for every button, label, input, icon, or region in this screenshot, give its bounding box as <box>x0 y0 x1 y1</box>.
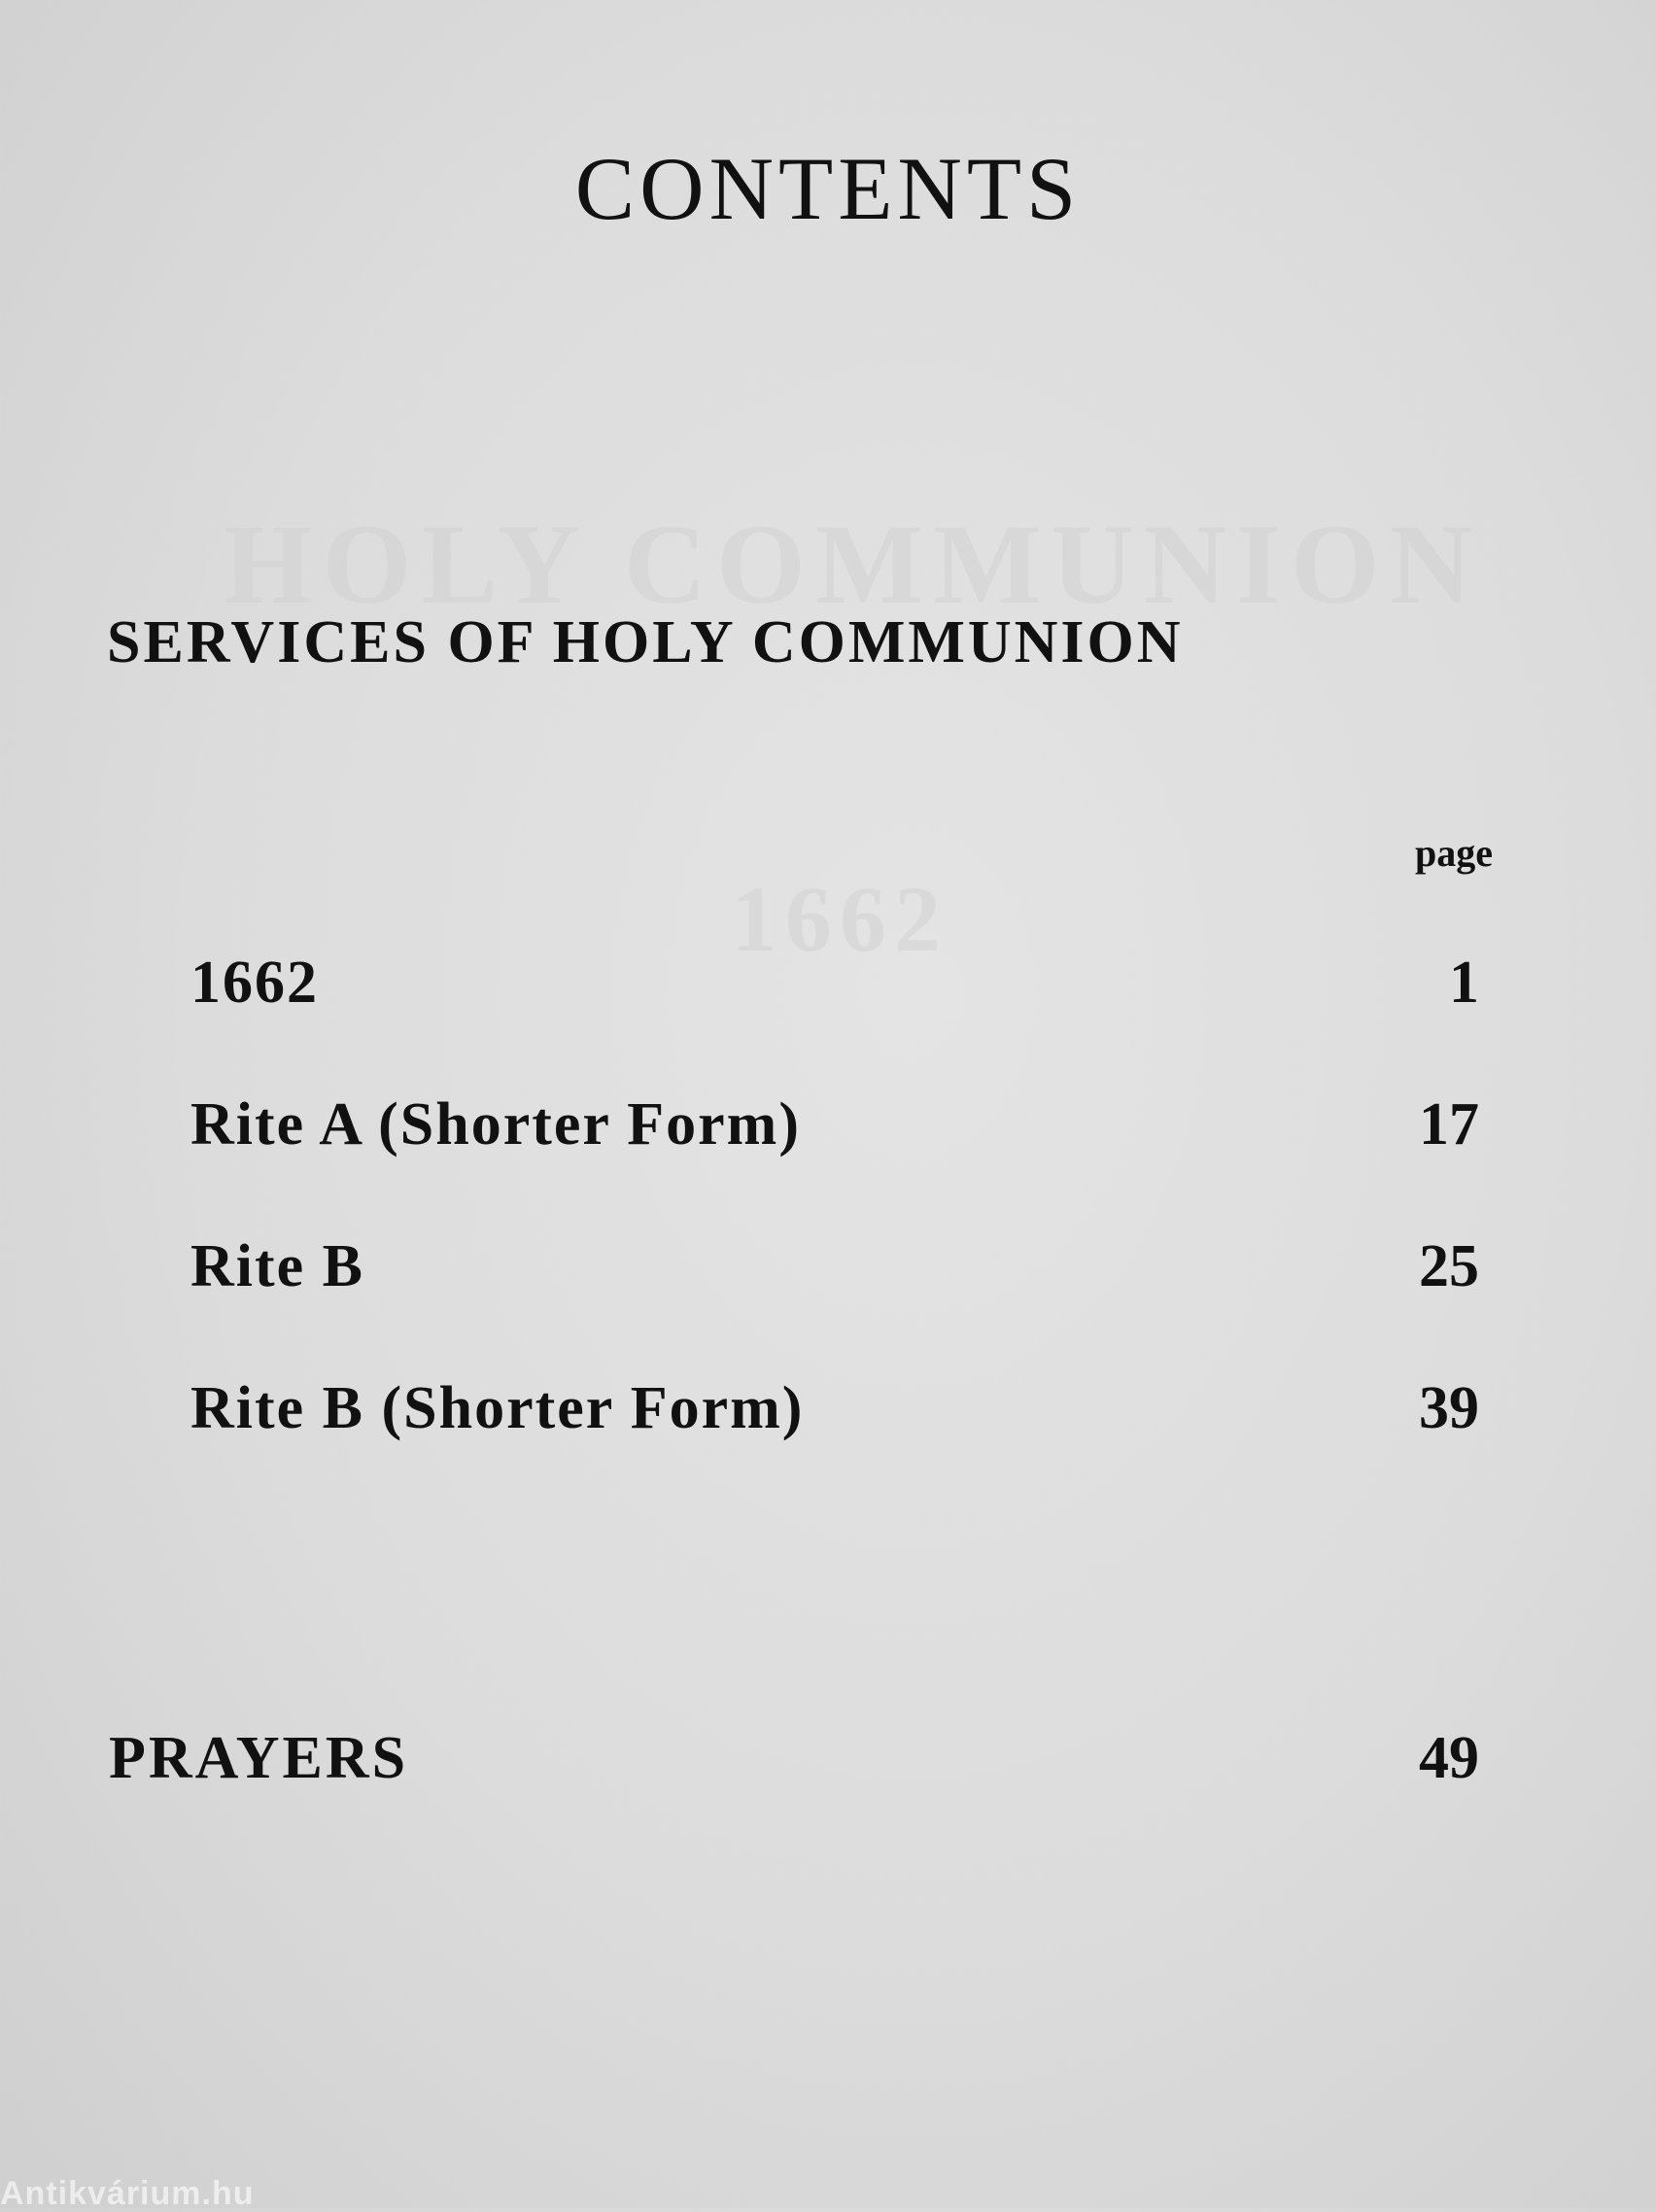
toc-entry-page: 49 <box>1419 1725 1479 1791</box>
toc-entry-label: PRAYERS <box>109 1725 409 1791</box>
toc-entry-rite-b-shorter <box>0 1375 1656 1456</box>
toc-entry-label: Rite B (Shorter Form) <box>190 1375 805 1441</box>
watermark: Antikvárium.hu <box>0 2175 255 2212</box>
toc-entry-label: Rite B <box>190 1233 365 1299</box>
toc-entry-page: 25 <box>1419 1233 1479 1299</box>
toc-entry-page: 17 <box>1419 1091 1479 1158</box>
section-heading: SERVICES OF HOLY COMMUNION <box>107 609 1184 675</box>
toc-entry-rite-a-shorter <box>0 1091 1656 1172</box>
toc-entry-page: 39 <box>1419 1375 1479 1441</box>
page-column-label: page <box>1415 831 1493 875</box>
show-through-text: HOLY COMMUNION <box>224 501 1482 628</box>
show-through-year: 1662 <box>731 867 949 971</box>
toc-entry-prayers <box>0 1725 1656 1806</box>
toc-entry-page: 1 <box>1449 950 1479 1016</box>
toc-entry-rite-b <box>0 1233 1656 1314</box>
toc-entry-label: Rite A (Shorter Form) <box>190 1091 801 1158</box>
toc-entry-1662 <box>0 952 1656 1030</box>
page-title: CONTENTS <box>574 138 1082 238</box>
toc-entry-label: 1662 <box>190 950 319 1016</box>
